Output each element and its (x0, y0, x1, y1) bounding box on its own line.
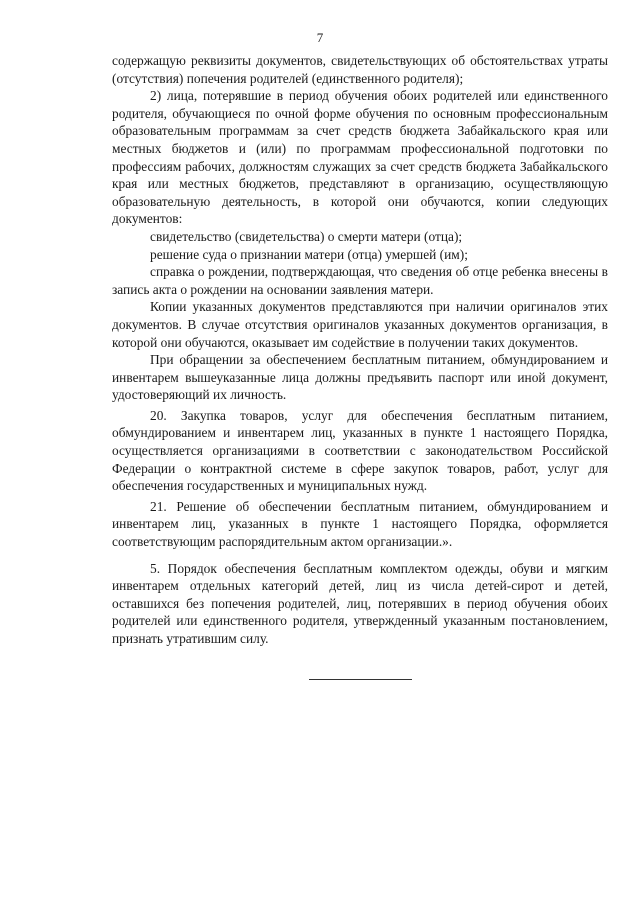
closing-separator-line (309, 679, 412, 680)
paragraph-item-2: 2) лица, потерявшие в период обучения обоих родителей или единственного родителя, обучающиеся по очной форме обучения по основным профессиональным образовательным программам за счет средств бюджета Забайкальского края или местных бюджетов и (или) по программам профессиональной подготовки по профессиям рабочих, должностям служащих за счет средств бюджета Забайкальского края или местных бюджетов, представляют в организацию, осуществляющую образовательную деятельность, в которой они обучаются, копии следующих документов: (112, 88, 608, 227)
paragraph-item-21: 21. Решение об обеспечении бесплатным питанием, обмундированием и инвентарем лиц, указанных в пункте 1 настоящего Порядка, оформляется соответствующим распорядительным актом организации.». (112, 498, 608, 550)
paragraph-passport: При обращении за обеспечением бесплатным питанием, обмундированием и инвентарем вышеуказанные лица должны предъявить паспорт или иной документ, удостоверяющий их личность. (112, 352, 608, 403)
paragraph-copies: Копии указанных документов представляются при наличии оригиналов этих документов. В случае отсутствия оригиналов указанных документов организация, в которой они обучаются, оказывает им содействие в получении таких документов. (112, 299, 608, 350)
list-item-court-decision: решение суда о признании матери (отца) умершей (им); (150, 246, 468, 262)
document-body (112, 52, 608, 648)
paragraph-item-5: 5. Порядок обеспечения бесплатным комплектом одежды, обуви и мягким инвентарем отдельных категорий детей, лиц из числа детей-сирот и детей, оставшихся без попечения родителей, лиц, потерявших в период обучения обоих родителей или единственного родителя, утвержденный указанным постановлением, признать утратившим силу. (112, 560, 608, 646)
list-item-death-certificate: свидетельство (свидетельства) о смерти матери (отца); (150, 228, 463, 244)
paragraph-continuation: содержащую реквизиты документов, свидетельствующих об обстоятельствах утраты (отсутствия) попечения родителей (единственного родителя); (112, 53, 608, 86)
paragraph-item-20: 20. Закупка товаров, услуг для обеспечения бесплатным питанием, обмундированием и инвентарем лиц, указанных в пункте 1 настоящего Порядка, осуществляется организациями в соответствии с законодательством Российской Федерации о контрактной системе в сфере закупок товаров, работ, услуг для обеспечения государственных и муниципальных нужд. (112, 407, 608, 494)
list-item-birth-certificate: справка о рождении, подтверждающая, что сведения об отце ребенка внесены в запись акта о рождении на основании заявления матери. (112, 264, 608, 297)
page-number: 7 (316, 30, 324, 45)
